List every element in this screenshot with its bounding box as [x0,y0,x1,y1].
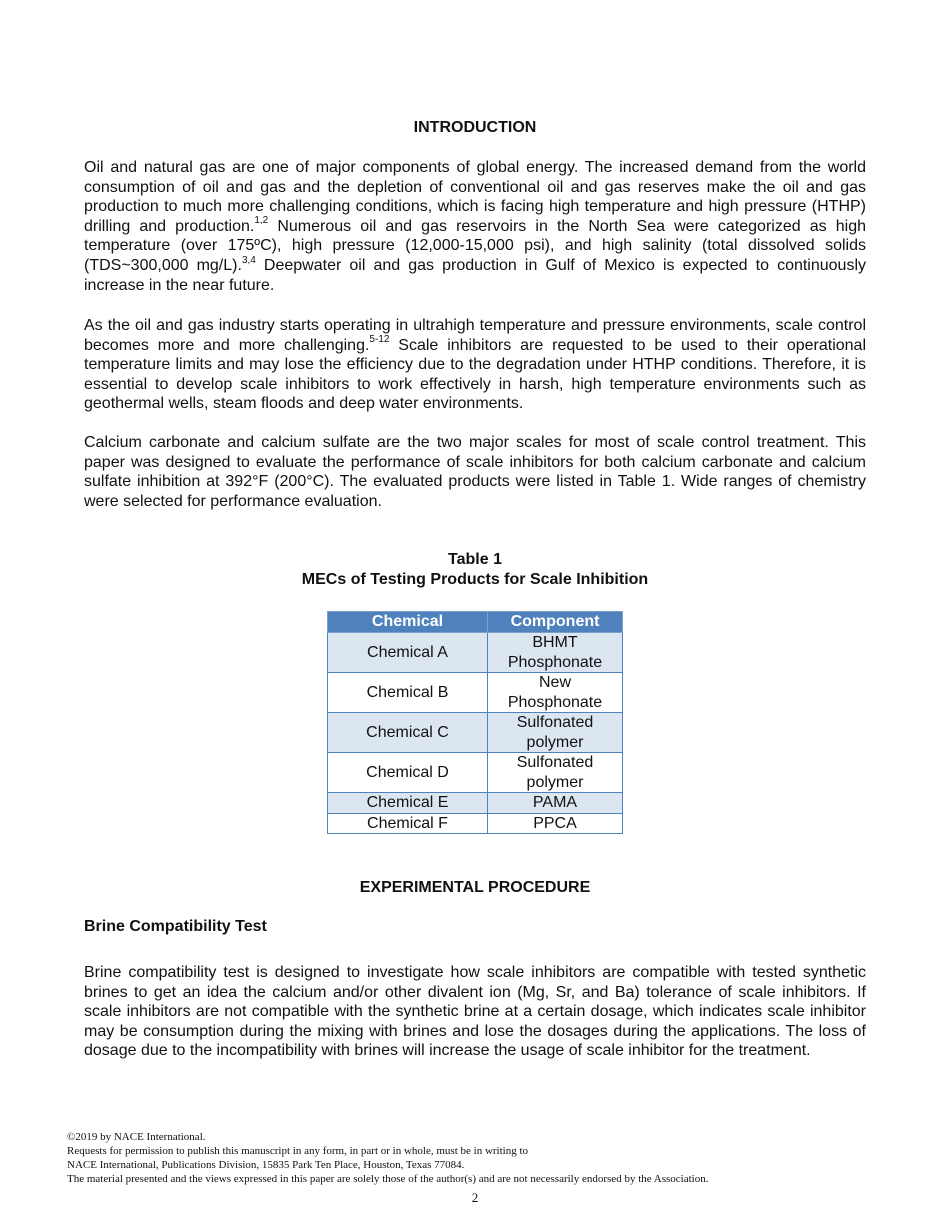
component-cell: New Phosphonate [488,673,623,713]
column-header-chemical: Chemical [328,612,488,633]
table-label: Table 1 [448,551,502,568]
intro-paragraph-1: Oil and natural gas are one of major components of global energy. The increased demand from the world consumption of oil and gas and the depletion of conventional oil and gas reserves make the oil and gas production to much more challenging conditions, which is facing high temperature and high pressure (HTHP) drilling and production.$^{1,2}$ Numerous oil and gas reservoirs in the North Sea were categorized as high temperature (over 175ºC), high pressure (12,000-15,000 psi), and high salinity (total dissolved solids (TDS~300,000 mg/L).$^{3,4}$ Deepwater oil and gas production in Gulf of Mexico is expected to continuously increase in the near future. [84,159,867,294]
mec-table [327,611,623,834]
footer-line: ©2019 by NACE International. [67,1131,206,1143]
copyright-footer [67,1130,708,1186]
citation-ref: 5-12 [369,334,390,346]
component-cell: Sulfonated polymer [488,753,623,793]
footer-line: Requests for permission to publish this manuscript in any form, in part or in whole, must be in writing to [67,1145,529,1157]
chemical-cell: Chemical F [328,813,488,834]
footer-line: The material presented and the views expressed in this paper are solely those of the author(s) and are not necessarily endorsed by the Association. [67,1173,709,1185]
table-caption [0,550,950,590]
intro-paragraph-2: As the oil and gas industry starts operating in ultrahigh temperature and pressure environments, scale control becomes more and more challenging.$^{5-12}$ Scale inhibitors are requested to be used to their operational temperature limits and may lose the efficiency due to the degradation under HTHP conditions. Therefore, it is essential to develop scale inhibitors to work effectively in harsh, high temperature environments such as geothermal wells, steam floods and deep water environments. [84,317,866,413]
chemical-cell: Chemical A [328,633,488,673]
table-row [328,673,623,713]
table-row [328,753,623,793]
chemical-cell: Chemical B [328,673,488,713]
table-row [328,633,623,673]
footer-line: NACE International, Publications Division, 15835 Park Ten Place, Houston, Texas 77084. [67,1159,465,1171]
table-row [328,793,623,814]
table-header-row [328,612,623,633]
intro-paragraph-3: Calcium carbonate and calcium sulfate are the two major scales for most of scale control treatment. This paper was designed to evaluate the performance of scale inhibitors for both calcium carbonate and calcium sulfate inhibition at 392°F (200°C). The evaluated products were listed in Table 1. Wide ranges of chemistry were selected for performance evaluation. [84,434,866,510]
table-row [328,713,623,753]
chemical-cell: Chemical E [328,793,488,814]
chemical-cell: Chemical D [328,753,488,793]
chemical-cell: Chemical C [328,713,488,753]
component-cell: PPCA [488,813,623,834]
citation-ref: 3,4 [241,254,256,266]
page-number: 2 [471,1190,479,1205]
table-title: MECs of Testing Products for Scale Inhibition [301,571,649,588]
component-cell: PAMA [488,793,623,814]
table-row [328,813,623,834]
component-cell: Sulfonated polymer [488,713,623,753]
section-heading-introduction: INTRODUCTION [413,119,537,136]
column-header-component: Component [488,612,623,633]
experimental-paragraph-1: Brine compatibility test is designed to investigate how scale inhibitors are compatible with tested synthetic brines to get an idea the calcium and/or other divalent ion (Mg, Sr, and Ba) tolerance of scale inhibitors. If scale inhibitors are not compatible with the synthetic brine at a certain dosage, which indicates scale inhibitor may be consumption during the mixing with brines and lose the dosages during the applications. The loss of dosage due to the incompatibility with brines will increase the usage of scale inhibitor for the treatment. [84,964,866,1060]
citation-ref: 1,2 [254,215,269,227]
section-heading-experimental: EXPERIMENTAL PROCEDURE [359,879,591,896]
subheading-brine-compatibility: Brine Compatibility Test [84,918,267,935]
component-cell: BHMT Phosphonate [488,633,623,673]
